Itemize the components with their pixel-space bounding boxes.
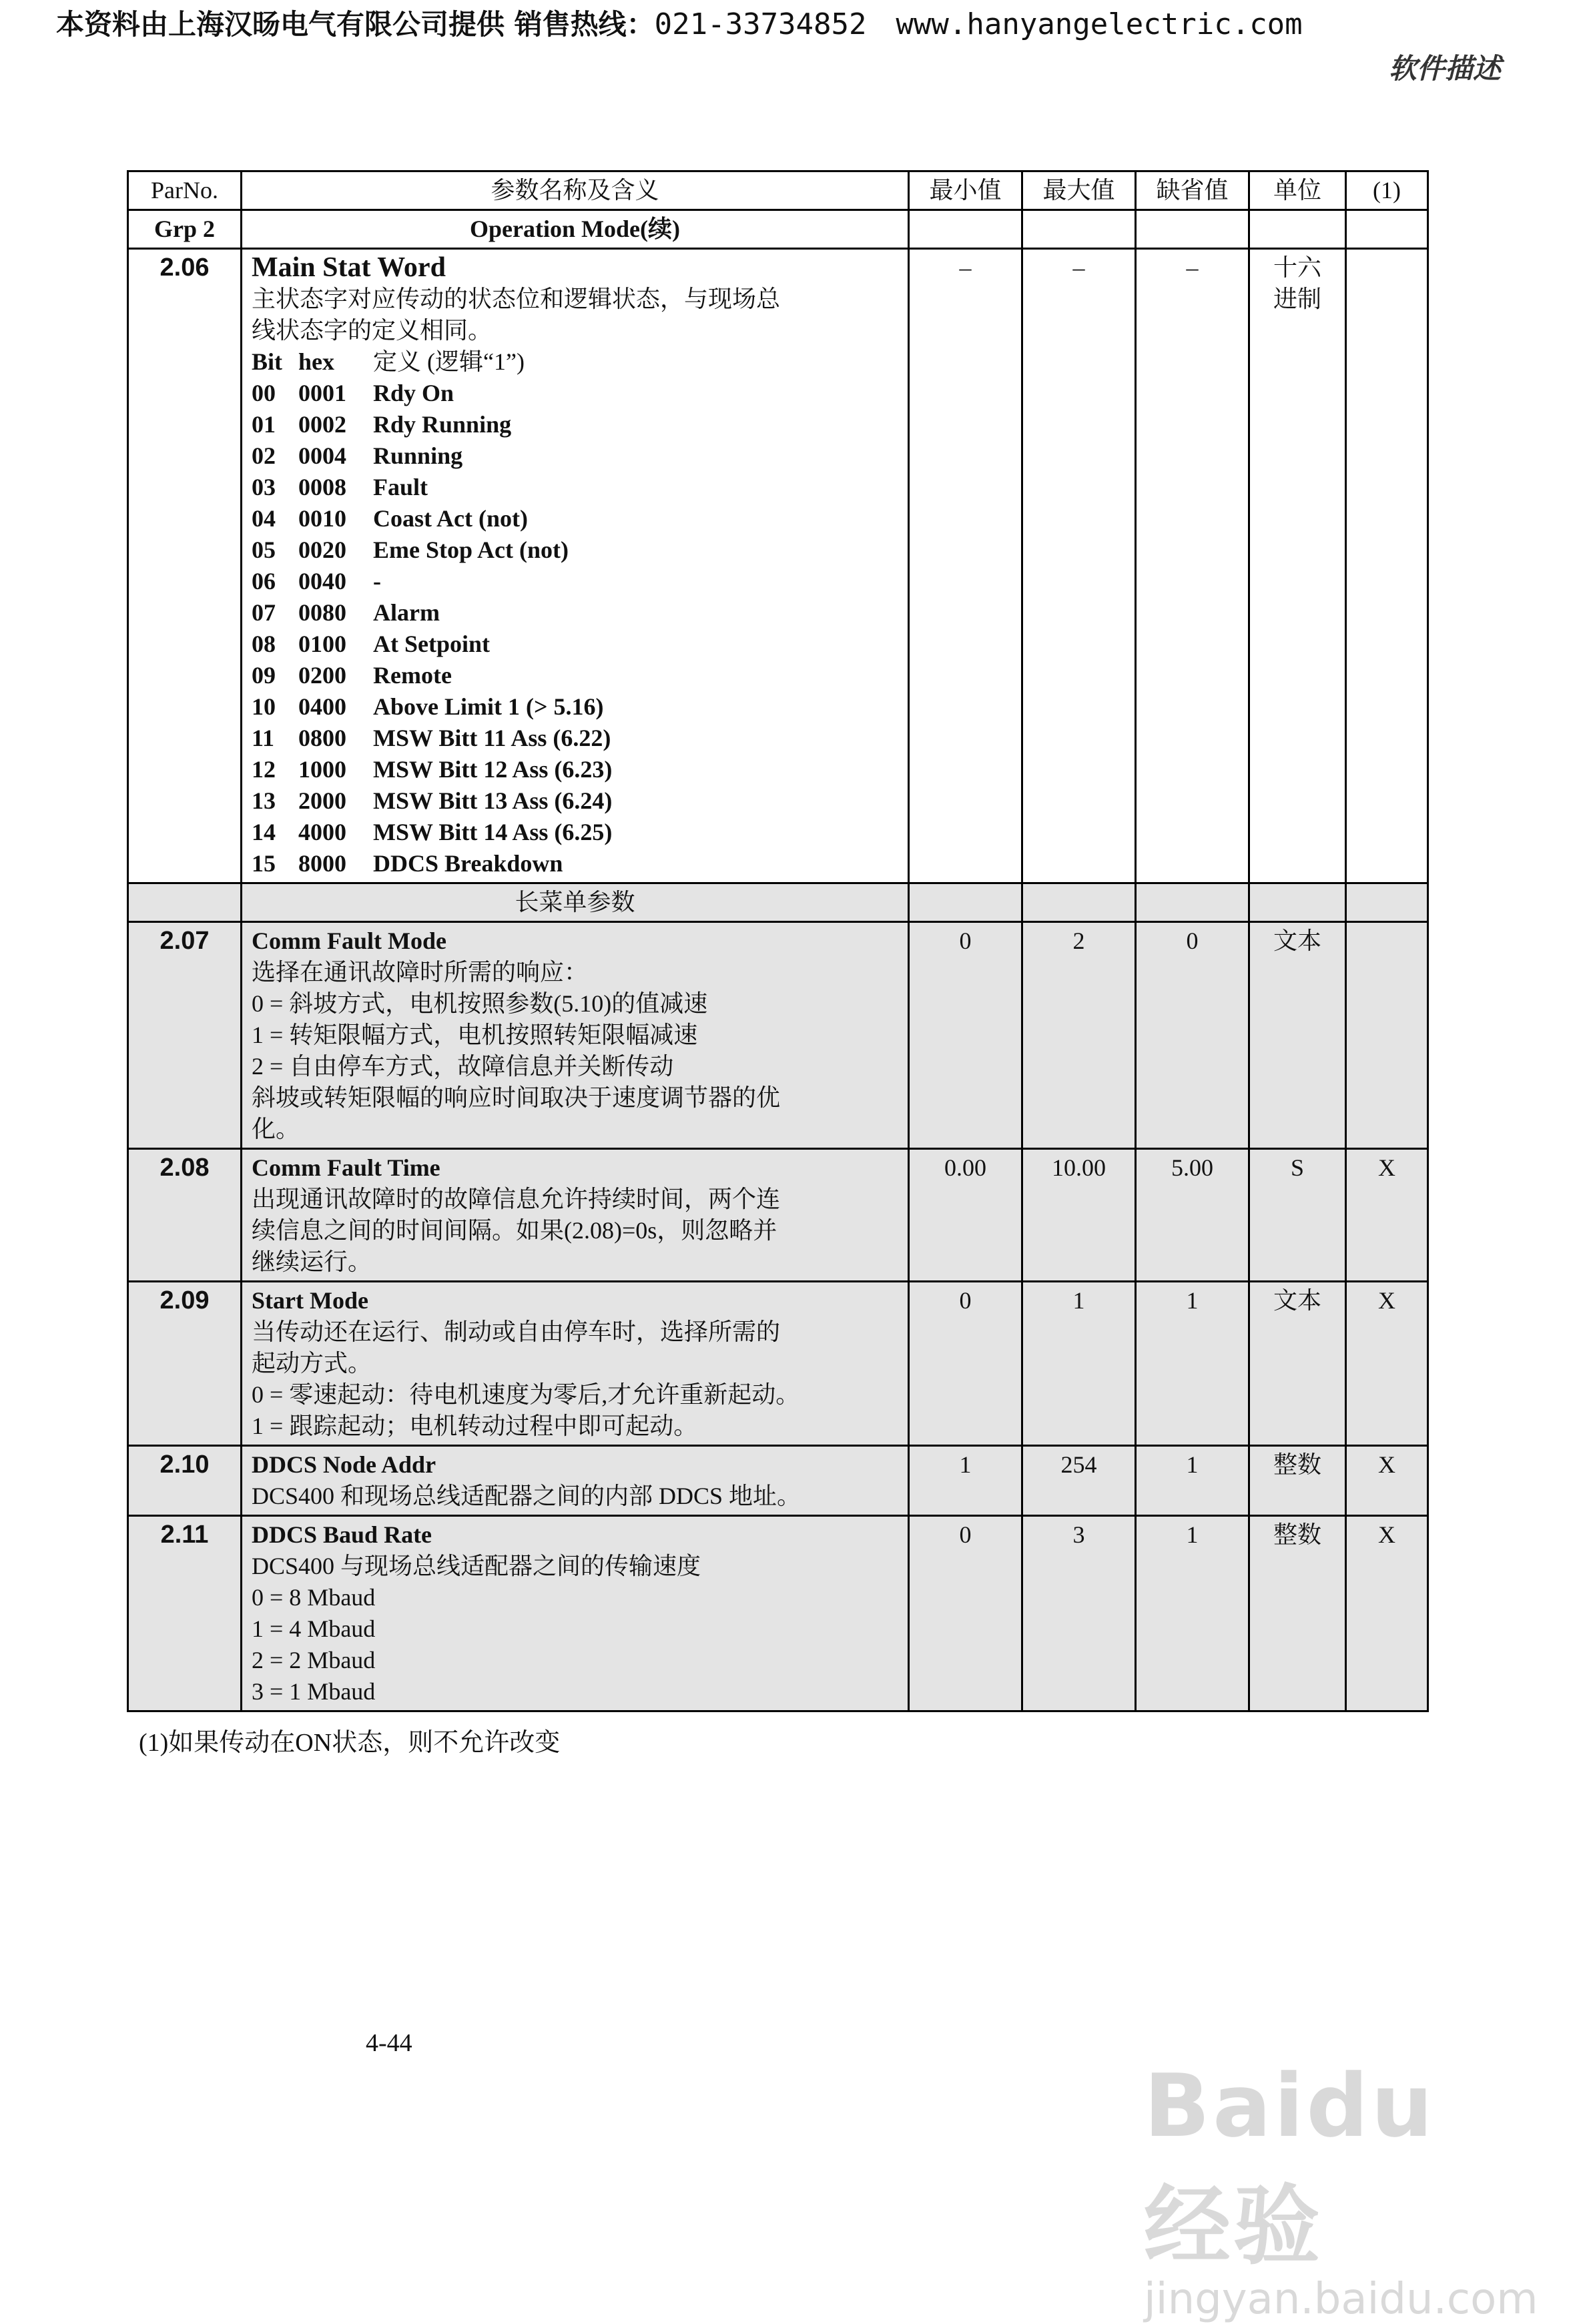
bit-row: [252, 629, 898, 660]
bit-hex: 0400: [298, 693, 346, 720]
bit-number: 11: [252, 725, 275, 751]
param-default: 0: [1136, 922, 1249, 1149]
param-max: 2: [1022, 922, 1136, 1149]
param-number: 2.10: [128, 1446, 242, 1516]
param-name: Comm Fault Time: [252, 1154, 440, 1181]
param-max: 254: [1022, 1446, 1136, 1516]
bit-definition: MSW Bitt 14 Ass (6.25): [373, 819, 613, 845]
bit-number: 07: [252, 599, 276, 626]
bit-definition: Above Limit 1 (> 5.16): [373, 693, 604, 720]
param-unit: 文本: [1249, 922, 1346, 1149]
bit-number: 02: [252, 442, 276, 469]
param-min: 1: [909, 1446, 1022, 1516]
param-number: 2.11: [128, 1516, 242, 1711]
desc-line: 续信息之间的时间间隔。如果(2.08)=0s，则忽略并: [252, 1217, 777, 1244]
desc-line: 0 = 零速起动：待电机速度为零后,才允许重新起动。: [252, 1381, 800, 1408]
bit-row: [252, 597, 898, 629]
bit-row: [252, 472, 898, 503]
param-description: [242, 1282, 909, 1446]
bit-number: 12: [252, 756, 276, 783]
param-unit: 十六 进制: [1249, 249, 1346, 883]
bit-number: 04: [252, 505, 276, 532]
col-header-max: 最大值: [1022, 171, 1136, 210]
param-unit: 整数: [1249, 1446, 1346, 1516]
param-default: –: [1136, 249, 1249, 883]
desc-line: 1 = 跟踪起动；电机转动过程中即可起动。: [252, 1413, 698, 1439]
bit-hex: 2000: [298, 787, 346, 814]
param-default: 1: [1136, 1282, 1249, 1446]
param-max: 10.00: [1022, 1149, 1136, 1282]
desc-line: 0 = 斜坡方式，电机按照参数(5.10)的值减速: [252, 990, 708, 1017]
header-phone: 021-33734852: [654, 7, 867, 41]
param-unit: 整数: [1249, 1516, 1346, 1711]
bit-row: [252, 409, 898, 440]
bit-row: [252, 817, 898, 848]
param-row-2-11: [128, 1516, 1428, 1711]
desc-line: 起动方式。: [252, 1350, 372, 1377]
param-number: 2.07: [128, 922, 242, 1149]
desc-line: 斜坡或转矩限幅的响应时间取决于速度调节器的优: [252, 1084, 781, 1111]
bit-number: 03: [252, 474, 276, 500]
bit-hex: 0100: [298, 631, 346, 657]
bit-definition: Fault: [373, 474, 428, 500]
bit-number: 01: [252, 411, 276, 438]
param-name: Comm Fault Mode: [252, 927, 446, 954]
bit-hex: 0200: [298, 662, 346, 689]
bit-hex: 8000: [298, 850, 346, 877]
desc-line: 2 = 自由停车方式，故障信息并关断传动: [252, 1053, 674, 1080]
bit-definition: MSW Bitt 13 Ass (6.24): [373, 787, 613, 814]
desc-line: 1 = 4 Mbaud: [252, 1615, 376, 1642]
param-unit: S: [1249, 1149, 1346, 1282]
bit-definition: Rdy Running: [373, 411, 512, 438]
desc-line: 当传动还在运行、制动或自由停车时，选择所需的: [252, 1318, 781, 1345]
group-number: Grp 2: [128, 210, 242, 249]
param-min: 0: [909, 1282, 1022, 1446]
desc-line: 继续运行。: [252, 1248, 372, 1275]
long-menu-row: [128, 883, 1428, 922]
bit-hex: 1000: [298, 756, 346, 783]
bit-hex: 0008: [298, 474, 346, 500]
col-header-default: 缺省值: [1136, 171, 1249, 210]
param-description: [242, 922, 909, 1149]
desc-line: 线状态字的定义相同。: [252, 317, 493, 344]
table-header-row: [128, 171, 1428, 210]
param-number: 2.09: [128, 1282, 242, 1446]
col-header-name: 参数名称及含义: [242, 171, 909, 210]
param-note: [1346, 249, 1428, 883]
long-menu-label: 长菜单参数: [242, 883, 909, 922]
bit-definition: Remote: [373, 662, 452, 689]
bits-header: Bit hex 定义 (逻辑“1”): [252, 348, 525, 375]
bit-definition: Coast Act (not): [373, 505, 528, 532]
param-note: X: [1346, 1282, 1428, 1446]
desc-line: DCS400 与现场总线适配器之间的传输速度: [252, 1553, 701, 1579]
bit-row: [252, 785, 898, 817]
bit-row: [252, 754, 898, 785]
bit-row: [252, 378, 898, 409]
bit-number: 09: [252, 662, 276, 689]
bit-definition: Eme Stop Act (not): [373, 536, 569, 563]
param-min: 0: [909, 922, 1022, 1149]
param-unit: 文本: [1249, 1282, 1346, 1446]
col-header-unit: 单位: [1249, 171, 1346, 210]
bit-hex: 0080: [298, 599, 346, 626]
param-min: 0: [909, 1516, 1022, 1711]
col-header-min: 最小值: [909, 171, 1022, 210]
bit-number: 05: [252, 536, 276, 563]
bit-definition: At Setpoint: [373, 631, 491, 657]
param-note: X: [1346, 1446, 1428, 1516]
param-min: –: [909, 249, 1022, 883]
bit-hex: 0001: [298, 380, 346, 406]
bit-hex: 0020: [298, 536, 346, 563]
desc-line: 3 = 1 Mbaud: [252, 1678, 376, 1705]
bit-hex: 0002: [298, 411, 346, 438]
bit-row: [252, 503, 898, 534]
param-note: X: [1346, 1516, 1428, 1711]
bit-row: [252, 440, 898, 472]
col-header-note: (1): [1346, 171, 1428, 210]
param-name: DDCS Node Addr: [252, 1451, 436, 1478]
bit-number: 10: [252, 693, 276, 720]
desc-line: 选择在通讯故障时所需的响应：: [252, 959, 589, 986]
desc-line: 出现通讯故障时的故障信息允许持续时间，两个连: [252, 1186, 781, 1212]
bit-number: 14: [252, 819, 276, 845]
param-name: Start Mode: [252, 1287, 368, 1314]
param-description: [242, 1149, 909, 1282]
bit-number: 13: [252, 787, 276, 814]
bit-row: [252, 723, 898, 754]
group-name: Operation Mode(续): [242, 210, 909, 249]
param-note: [1346, 922, 1428, 1149]
param-max: –: [1022, 249, 1136, 883]
param-row-2-09: [128, 1282, 1428, 1446]
param-name: Main Stat Word: [252, 252, 446, 283]
param-number: 2.08: [128, 1149, 242, 1282]
page-header: [56, 3, 1558, 43]
bit-hex: 4000: [298, 819, 346, 845]
bit-row: [252, 566, 898, 597]
param-max: 3: [1022, 1516, 1136, 1711]
param-max: 1: [1022, 1282, 1136, 1446]
param-row-2-06: [128, 249, 1428, 883]
watermark: [1144, 2055, 1538, 2324]
bit-definition: Running: [373, 442, 463, 469]
bit-number: 15: [252, 850, 276, 877]
bit-definition: MSW Bitt 12 Ass (6.23): [373, 756, 613, 783]
bit-definition: MSW Bitt 11 Ass (6.22): [373, 725, 611, 751]
desc-line: 主状态字对应传动的状态位和逻辑状态，与现场总: [252, 286, 781, 312]
param-name: DDCS Baud Rate: [252, 1521, 432, 1548]
param-default: 1: [1136, 1516, 1249, 1711]
bit-hex: 0040: [298, 568, 346, 595]
bit-number: 00: [252, 380, 276, 406]
param-min: 0.00: [909, 1149, 1022, 1282]
param-description: [242, 1446, 909, 1516]
footnote: (1)如果传动在ON状态，则不允许改变: [139, 1729, 561, 1757]
param-description: [242, 1516, 909, 1711]
bit-definition: -: [373, 568, 381, 595]
watermark-logo: Baidu经验: [1144, 2055, 1436, 2277]
bit-row: [252, 660, 898, 691]
section-title: 软件描述: [1388, 52, 1501, 85]
bit-hex: 0800: [298, 725, 346, 751]
desc-line: 2 = 2 Mbaud: [252, 1647, 376, 1673]
bit-row: [252, 691, 898, 723]
parameter-table: [127, 170, 1429, 1712]
bit-definition: Rdy On: [373, 380, 454, 406]
bit-row: [252, 534, 898, 566]
bit-number: 08: [252, 631, 276, 657]
desc-line: 1 = 转矩限幅方式，电机按照转矩限幅减速: [252, 1022, 698, 1048]
page-number: 4-44: [366, 2029, 412, 2057]
param-row-2-10: [128, 1446, 1428, 1516]
desc-line: DCS400 和现场总线适配器之间的内部 DDCS 地址。: [252, 1483, 802, 1509]
header-website: www.hanyangelectric.com: [896, 7, 1303, 41]
bit-definition: DDCS Breakdown: [373, 850, 563, 877]
desc-line: 0 = 8 Mbaud: [252, 1584, 376, 1611]
header-company: 本资料由上海汉旸电气有限公司提供 销售热线：: [56, 8, 655, 41]
param-default: 5.00: [1136, 1149, 1249, 1282]
param-note: X: [1346, 1149, 1428, 1282]
bit-hex: 0010: [298, 505, 346, 532]
bit-definition: Alarm: [373, 599, 440, 626]
param-description: [242, 249, 909, 883]
param-default: 1: [1136, 1446, 1249, 1516]
bit-list: [252, 378, 898, 879]
desc-line: 化。: [252, 1116, 300, 1142]
param-row-2-08: [128, 1149, 1428, 1282]
bit-hex: 0004: [298, 442, 346, 469]
param-row-2-07: [128, 922, 1428, 1149]
param-number: 2.06: [128, 249, 242, 883]
col-header-parno: ParNo.: [128, 171, 242, 210]
bit-row: [252, 848, 898, 879]
watermark-url: jingyan.baidu.com: [1144, 2275, 1538, 2324]
bit-number: 06: [252, 568, 276, 595]
group-row: [128, 210, 1428, 249]
